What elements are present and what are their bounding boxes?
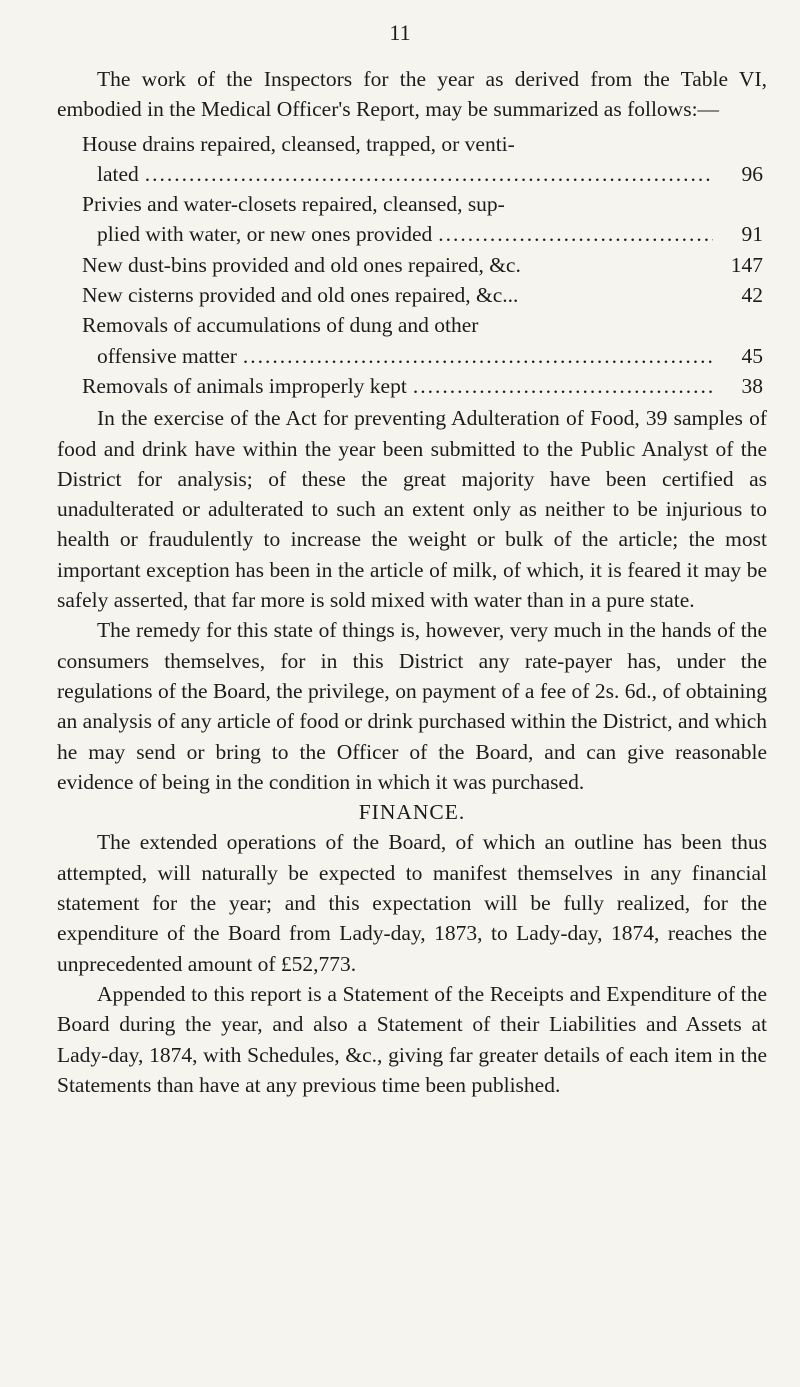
summary-item-line: Privies and water-closets repaired, cleansed, sup- bbox=[82, 192, 505, 217]
summary-item-dust-bins bbox=[82, 250, 763, 280]
summary-item-line: offensive matter bbox=[97, 343, 237, 368]
finance-heading: FINANCE. bbox=[358, 800, 466, 825]
page-number: 11 bbox=[389, 20, 411, 45]
dot-leader bbox=[413, 371, 713, 401]
summary-item-value: 147 bbox=[730, 252, 763, 277]
body-text bbox=[57, 64, 767, 1100]
dot-leader bbox=[438, 219, 713, 249]
summary-item-animal-removals bbox=[82, 371, 763, 401]
intro-paragraph: The work of the Inspectors for the year as derived from the Table VI, embodied in the Medical Officer's Report, may be summarized as follows:— bbox=[57, 67, 767, 122]
summary-item-line: New cisterns provided and old ones repaired, &c... bbox=[82, 283, 519, 308]
dot-leader bbox=[145, 159, 713, 189]
summary-item-dung-removals bbox=[82, 310, 763, 371]
summary-item-value: 38 bbox=[741, 373, 763, 398]
summary-item-value: 96 bbox=[741, 161, 763, 186]
dot-leader bbox=[243, 341, 713, 371]
remedy-paragraph: The remedy for this state of things is, however, very much in the hands of the consumers themselves, for in this District any rate-payer has, under the regulations of the Board, the privilege, on payment of a fee of 2s. 6d., of obtaining an analysis of any article of food or drink purchased within the District, and which he may send or bring to the Officer of the Board, and can give reasonable evidence of being in the condition in which it was purchased. bbox=[57, 618, 767, 794]
summary-item-value: 45 bbox=[741, 343, 763, 368]
inspection-summary-list bbox=[57, 129, 767, 402]
summary-item-line: plied with water, or new ones provided bbox=[97, 222, 433, 247]
summary-item-value: 42 bbox=[741, 283, 763, 308]
summary-item-line: House drains repaired, cleansed, trapped, or venti- bbox=[82, 131, 515, 156]
summary-item-house-drains bbox=[82, 129, 763, 190]
summary-item-line: New dust-bins provided and old ones repaired, &c. bbox=[82, 252, 521, 277]
summary-item-line: Removals of accumulations of dung and other bbox=[82, 313, 479, 338]
summary-item-line: lated bbox=[97, 161, 139, 186]
summary-item-cisterns bbox=[82, 280, 763, 310]
summary-item-line: Removals of animals improperly kept bbox=[82, 373, 407, 398]
finance-paragraph: The extended operations of the Board, of which an outline has been thus attempted, will naturally be expected to manifest themselves in any financial statement for the year; and this expectation will be fully realized, for the expenditure of the Board from Lady-day, 1873, to Lady-day, 1874, reaches the unprecedented amount of £52,773. bbox=[57, 830, 767, 976]
summary-item-value: 91 bbox=[741, 222, 763, 247]
summary-item-privies bbox=[82, 189, 763, 250]
appended-paragraph: Appended to this report is a Statement of the Receipts and Expenditure of the Board during the year, and also a Statement of their Liabilities and Assets at Lady-day, 1874, with Schedules, &c., giving far greater details of each item in the Statements than have at any previous time been published. bbox=[57, 981, 767, 1097]
adulteration-paragraph: In the exercise of the Act for preventing Adulteration of Food, 39 samples of food and drink have within the year been submitted to the Public Analyst of the District for analysis; of these the great majority have been certified as unadulterated or adulterated to such an extent only as neither to be injurious to health or fraudulently to increase the weight or bulk of the article; the most important exception has been in the article of milk, of which, it is feared it may be safely asserted, that far more is sold mixed with water than in a pure state. bbox=[57, 406, 767, 613]
